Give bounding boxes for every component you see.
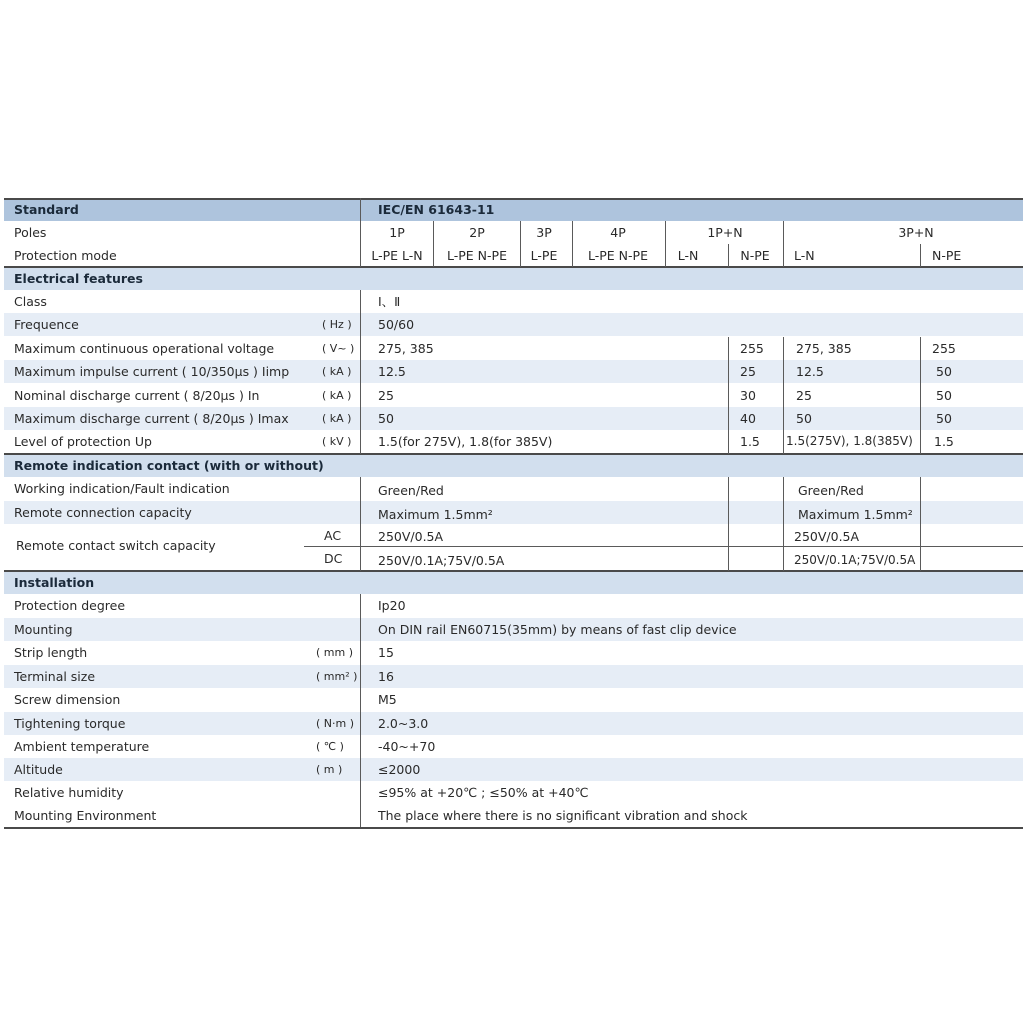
row-value: ≤95% at +20℃ ; ≤50% at +40℃ [378, 785, 589, 800]
row-label: Maximum discharge current ( 8/20μs ) Imax [14, 411, 289, 426]
row-value: 50/60 [378, 317, 415, 332]
divider [4, 266, 1023, 268]
row-unit: ( mm² ) [316, 670, 358, 683]
row-value: 50 [796, 411, 812, 426]
installation-section-title: Installation [14, 575, 95, 590]
row-value: 250V/0.5A [794, 529, 860, 544]
row-value: The place where there is no significant vibration and shock [378, 808, 748, 823]
row-unit: ( mm ) [316, 646, 354, 659]
row-value: On DIN rail EN60715(35mm) by means of fast clip device [378, 622, 737, 637]
row-label: Mounting [14, 622, 73, 637]
row-value: 40 [740, 411, 756, 426]
electrical-section-band [4, 267, 1023, 290]
mode-cell: L-PE N-PE [447, 248, 507, 263]
row-value: Green/Red [798, 483, 864, 498]
divider [4, 827, 1023, 829]
row-label: Maximum continuous operational voltage [14, 341, 275, 356]
row-value: 12.5 [378, 364, 406, 379]
row-value: 275, 385 [378, 341, 434, 356]
row-unit: ( m ) [316, 763, 343, 776]
row-value: Maximum 1.5mm² [378, 507, 493, 522]
row-unit: ( kV ) [322, 435, 352, 448]
ac-label: AC [324, 528, 342, 543]
row-value: 25 [740, 364, 756, 379]
mode-cell: L-PE N-PE [588, 248, 648, 263]
pole-4p: 4P [610, 225, 626, 240]
row-value: Ⅰ、Ⅱ [378, 294, 401, 309]
mode-cell: N-PE [932, 248, 962, 263]
dc-label: DC [324, 551, 343, 566]
row-label: Frequence [14, 317, 79, 332]
pole-2p: 2P [469, 225, 485, 240]
row-label: Mounting Environment [14, 808, 157, 823]
row-value: 50 [378, 411, 394, 426]
row-value: 250V/0.1A;75V/0.5A [378, 553, 505, 568]
mode-cell: L-N [794, 248, 815, 263]
row-label: Relative humidity [14, 785, 124, 800]
row-label: Class [14, 294, 47, 309]
remote-section-title: Remote indication contact (with or without) [14, 458, 324, 473]
protection-mode-label: Protection mode [14, 248, 117, 263]
row-label: Protection degree [14, 598, 126, 613]
mode-cell: L-N [677, 248, 699, 263]
row-value: 50 [936, 388, 952, 403]
row-unit: ( ℃ ) [316, 740, 344, 753]
row-unit: ( kA ) [322, 389, 352, 402]
standard-label: Standard [14, 202, 79, 217]
row-value: 1.5 [740, 434, 760, 449]
standard-band [4, 198, 1023, 221]
row-label: Terminal size [14, 669, 96, 684]
row-value: 25 [378, 388, 394, 403]
row-label: Screw dimension [14, 692, 121, 707]
row-value: 250V/0.5A [378, 529, 444, 544]
row-label: Ambient temperature [14, 739, 150, 754]
pole-1p-n: 1P+N [707, 225, 743, 240]
row-label: Altitude [14, 762, 63, 777]
spec-table [4, 198, 1023, 829]
row-label: Remote connection capacity [14, 505, 192, 520]
mode-cell: L-PE L-N [371, 248, 423, 263]
divider [4, 198, 1023, 200]
pole-3p-n: 3P+N [898, 225, 934, 240]
row-label: Strip length [14, 645, 88, 660]
row-value: M5 [378, 692, 397, 707]
row-value: 255 [932, 341, 956, 356]
row-value: ≤2000 [378, 762, 421, 777]
row-unit: ( V~ ) [322, 342, 355, 355]
row-value: 1.5 [934, 434, 954, 449]
poles-label: Poles [14, 225, 47, 240]
row-label: Tightening torque [14, 716, 126, 731]
row-value: 275, 385 [796, 341, 852, 356]
row-value: Ip20 [378, 598, 406, 613]
row-value: 1.5(for 275V), 1.8(for 385V) [378, 434, 553, 449]
row-label: Maximum impulse current ( 10/350μs ) Iimp [14, 364, 290, 379]
row-label: Level of protection Up [14, 434, 152, 449]
electrical-section-title: Electrical features [14, 271, 143, 286]
standard-value: IEC/EN 61643-11 [378, 202, 495, 217]
row-label: Working indication/Fault indication [14, 481, 230, 496]
row-label: Remote contact switch capacity [16, 538, 216, 553]
row-unit: ( kA ) [322, 412, 352, 425]
row-value: Maximum 1.5mm² [798, 507, 913, 522]
mode-cell: N-PE [740, 248, 770, 263]
installation-section-band [4, 571, 1023, 594]
row-value: 2.0~3.0 [378, 716, 429, 731]
row-unit: ( kA ) [322, 365, 352, 378]
row-value: 1.5(275V), 1.8(385V) [786, 434, 913, 448]
row-label: Nominal discharge current ( 8/20μs ) In [14, 388, 260, 403]
row-value: 12.5 [796, 364, 824, 379]
row-value: 16 [378, 669, 394, 684]
pole-1p: 1P [389, 225, 405, 240]
row-unit: ( N·m ) [316, 717, 355, 730]
row-value: 30 [740, 388, 756, 403]
row-value: 50 [936, 364, 952, 379]
pole-3p: 3P [536, 225, 552, 240]
row-value: 25 [796, 388, 812, 403]
row-value: 50 [936, 411, 952, 426]
row-unit: ( Hz ) [322, 318, 352, 331]
row-value: 250V/0.1A;75V/0.5A [794, 553, 916, 567]
row-value: -40~+70 [378, 739, 436, 754]
row-value: 255 [740, 341, 764, 356]
row-value: 15 [378, 645, 394, 660]
mode-cell: L-PE [530, 248, 558, 263]
row-value: Green/Red [378, 483, 444, 498]
